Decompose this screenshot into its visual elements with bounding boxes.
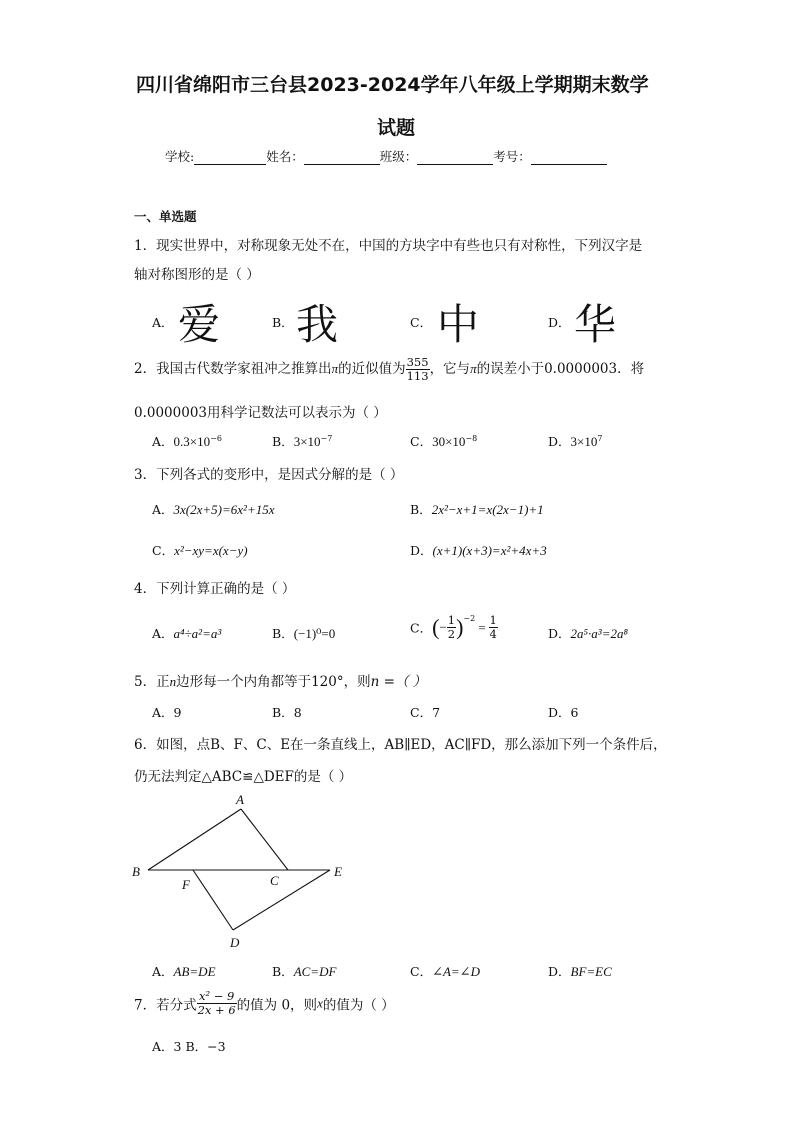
q7-fraction-denominator: 2x + 6 <box>197 1003 236 1017</box>
q5-option-a <box>152 703 181 721</box>
exam-number-label: 考号： <box>493 149 531 164</box>
q3-option-c-expr: x²−xy=x(x−y) <box>174 543 248 558</box>
q3-option-a <box>152 500 274 518</box>
q2-text-a: 2．我国古代数学家祖冲之推算出 <box>134 361 332 377</box>
q5-option-b <box>272 703 302 721</box>
q4-option-c-label: C． <box>410 620 433 636</box>
q4-option-c-rhs-numerator: 1 <box>489 613 497 627</box>
q5-option-d-label: D． <box>548 705 571 720</box>
q7-text-c: 的值为（ ） <box>322 997 395 1014</box>
q7-text-a: 7．若分式 <box>134 997 197 1014</box>
q4-option-d-expr: 2a⁵·a³=2a⁸ <box>570 626 628 641</box>
q3-option-d <box>410 541 547 559</box>
q4-option-c-equals: = <box>478 619 486 635</box>
q1-stem-line2: 轴对称图形的是（ ） <box>134 267 260 283</box>
q4-option-c-exp: −2 <box>463 614 476 623</box>
q7-fraction-numerator: x² − 9 <box>197 990 237 1004</box>
point-d-label: D <box>230 935 240 950</box>
q7-x: x <box>317 995 323 1011</box>
q5-option-b-label: B． <box>272 705 294 720</box>
q6-option-c-value: ∠A=∠D <box>432 964 480 979</box>
q1-stem-line1: 1．现实世界中，对称现象无处不在，中国的方块字中有些也只有对称性，下列汉字是 <box>134 238 643 254</box>
q4-option-b <box>272 624 335 642</box>
q4-option-c-rhs-denominator: 4 <box>489 627 497 641</box>
q4-option-a <box>152 624 221 642</box>
q3-stem: 3．下列各式的变形中，是因式分解的是（ ） <box>134 467 404 483</box>
point-a-label: A <box>236 792 244 807</box>
q4-option-c-base-fraction <box>447 614 456 641</box>
q2-option-d-exp: 7 <box>597 433 603 443</box>
point-e-label: E <box>334 864 342 879</box>
q2-option-c-base: 30×10 <box>432 434 466 449</box>
q4-option-d <box>548 624 628 642</box>
q6-stem-line1: 6．如图，点B、F、C、E在一条直线上，AB∥ED，AC∥FD，那么添加下列一个条件后， <box>134 737 667 753</box>
pi-symbol: π <box>331 361 339 376</box>
q4-option-c <box>410 614 498 641</box>
q6-option-a-label: A． <box>152 964 174 979</box>
q5-option-c-value: 7 <box>432 705 441 720</box>
q2-option-a-base: 0.3×10 <box>173 434 211 449</box>
q4-option-c-rhs-fraction <box>489 614 498 641</box>
q2-option-c-exp: −8 <box>465 433 478 443</box>
q2-option-b-label: B． <box>272 434 294 449</box>
q6-option-b-label: B． <box>272 964 294 979</box>
q5-text-c: n =（ ） <box>370 674 427 690</box>
q1-option-c-label: C． <box>410 315 433 330</box>
q5-option-c <box>410 703 440 721</box>
name-label: 姓名： <box>266 149 304 164</box>
segment-df <box>193 870 233 930</box>
q1-option-d-label: D． <box>548 315 571 330</box>
q2-option-b-base: 3×10 <box>293 434 321 449</box>
q5-option-d-value: 6 <box>570 705 579 720</box>
q5-n: n <box>169 674 177 689</box>
q5-text-b: 边形每一个内角都等于120°，则 <box>176 674 371 690</box>
q3-option-d-expr: (x+1)(x+3)=x²+4x+3 <box>432 543 547 558</box>
point-c-label: C <box>270 873 279 888</box>
q6-option-c <box>410 962 480 980</box>
q2-stem-line1 <box>134 356 644 383</box>
q5-stem <box>134 670 426 690</box>
q3-option-a-expr: 3x(2x+5)=6x²+15x <box>173 502 275 517</box>
q5-option-a-label: A． <box>152 705 174 720</box>
q3-option-b-expr: 2x²−x+1=x(2x−1)+1 <box>431 502 544 517</box>
name-blank[interactable] <box>304 150 380 165</box>
q6-option-c-label: C． <box>410 964 433 979</box>
page-title: 四川省绵阳市三台县2023-2024学年八年级上学期期末数学 <box>136 74 649 96</box>
q4-option-b-label: B． <box>272 626 294 641</box>
q2-option-c-label: C． <box>410 434 433 449</box>
q2-option-c <box>410 432 477 450</box>
q2-text-c: ，它与 <box>429 361 471 377</box>
segment-ed <box>233 870 330 930</box>
q6-stem-line2: 仍无法判定△ABC≌△DEF的是（ ） <box>134 769 353 785</box>
q4-option-c-minus: − <box>439 619 447 635</box>
q5-option-a-value: 9 <box>173 705 182 720</box>
q2-fraction-denominator: 113 <box>406 369 429 383</box>
student-info-fields <box>165 147 607 165</box>
q4-option-c-numerator: 1 <box>447 613 456 627</box>
q7-fraction <box>197 990 237 1017</box>
q2-option-d-label: D． <box>548 434 571 449</box>
q1-option-a-label: A． <box>152 315 174 330</box>
q3-option-c <box>152 541 248 559</box>
point-f-label: F <box>182 877 190 892</box>
q5-text-a: 5．正 <box>134 674 170 690</box>
q6-option-d-label: D． <box>548 964 571 979</box>
q5-option-d <box>548 703 578 721</box>
q7-stem <box>134 990 395 1017</box>
q1-option-b-char: 我 <box>296 300 339 349</box>
class-blank[interactable] <box>417 150 493 165</box>
q2-stem-line2: 0.0000003用科学记数法可以表示为（ ） <box>134 405 387 421</box>
q6-geometry-figure <box>128 790 353 955</box>
segment-ac <box>241 809 288 870</box>
class-label: 班级： <box>379 149 418 164</box>
point-b-label: B <box>132 864 140 879</box>
q3-option-c-label: C． <box>152 543 175 558</box>
q5-option-c-label: C． <box>410 705 433 720</box>
q3-option-d-label: D． <box>410 543 433 558</box>
school-label: 学校: <box>165 149 195 164</box>
q3-option-a-label: A． <box>152 502 174 517</box>
q5-option-b-value: 8 <box>293 705 302 720</box>
q4-stem: 4．下列计算正确的是（ ） <box>134 581 296 597</box>
q1-option-b-label: B． <box>272 315 294 330</box>
section-heading: 一、单选题 <box>134 209 197 224</box>
exam-number-blank[interactable] <box>531 150 607 165</box>
q2-fraction <box>406 356 430 383</box>
q2-option-d-base: 3×10 <box>570 434 598 449</box>
q1-option-c-char: 中 <box>437 300 480 349</box>
q4-option-c-lparen: ( <box>432 614 440 640</box>
q6-option-b-value: AC=DF <box>293 964 337 979</box>
school-blank[interactable] <box>194 150 266 165</box>
q2-option-b <box>272 432 332 450</box>
q2-fraction-numerator: 355 <box>406 355 429 369</box>
q2-text-b: 的近似值为 <box>338 361 406 377</box>
q6-option-d-value: BF=EC <box>570 964 612 979</box>
segment-ab <box>148 809 241 870</box>
q4-option-a-label: A． <box>152 626 174 641</box>
q4-option-b-expr: (−1)⁰=0 <box>293 626 336 641</box>
q3-option-b-label: B． <box>410 502 432 517</box>
q2-option-a-label: A． <box>152 434 174 449</box>
q2-option-a-exp: −6 <box>210 433 222 443</box>
q2-option-b-exp: −7 <box>320 433 333 443</box>
q4-option-c-rparen: ) <box>456 614 464 640</box>
q1-option-a-char: 爱 <box>178 300 221 349</box>
q7-options: A．3 B．−3 <box>152 1039 226 1054</box>
q4-option-a-expr: a⁴÷a²=a³ <box>173 626 222 641</box>
q4-option-c-denominator: 2 <box>447 627 456 641</box>
q3-option-b <box>410 500 544 518</box>
q6-option-a-value: AB=DE <box>173 964 216 979</box>
q6-option-b <box>272 962 336 980</box>
pi-symbol-2: π <box>470 361 477 376</box>
q6-option-a <box>152 962 216 980</box>
q1-option-d-char: 华 <box>574 300 617 349</box>
q4-option-d-label: D． <box>548 626 571 641</box>
q7-text-b: 的值为 0，则 <box>236 997 318 1014</box>
q2-option-a <box>152 432 222 450</box>
page-title-line2: 试题 <box>377 117 416 139</box>
q2-text-d: 的误差小于0.0000003．将 <box>476 361 645 377</box>
q2-option-d <box>548 432 602 450</box>
q6-option-d <box>548 962 612 980</box>
